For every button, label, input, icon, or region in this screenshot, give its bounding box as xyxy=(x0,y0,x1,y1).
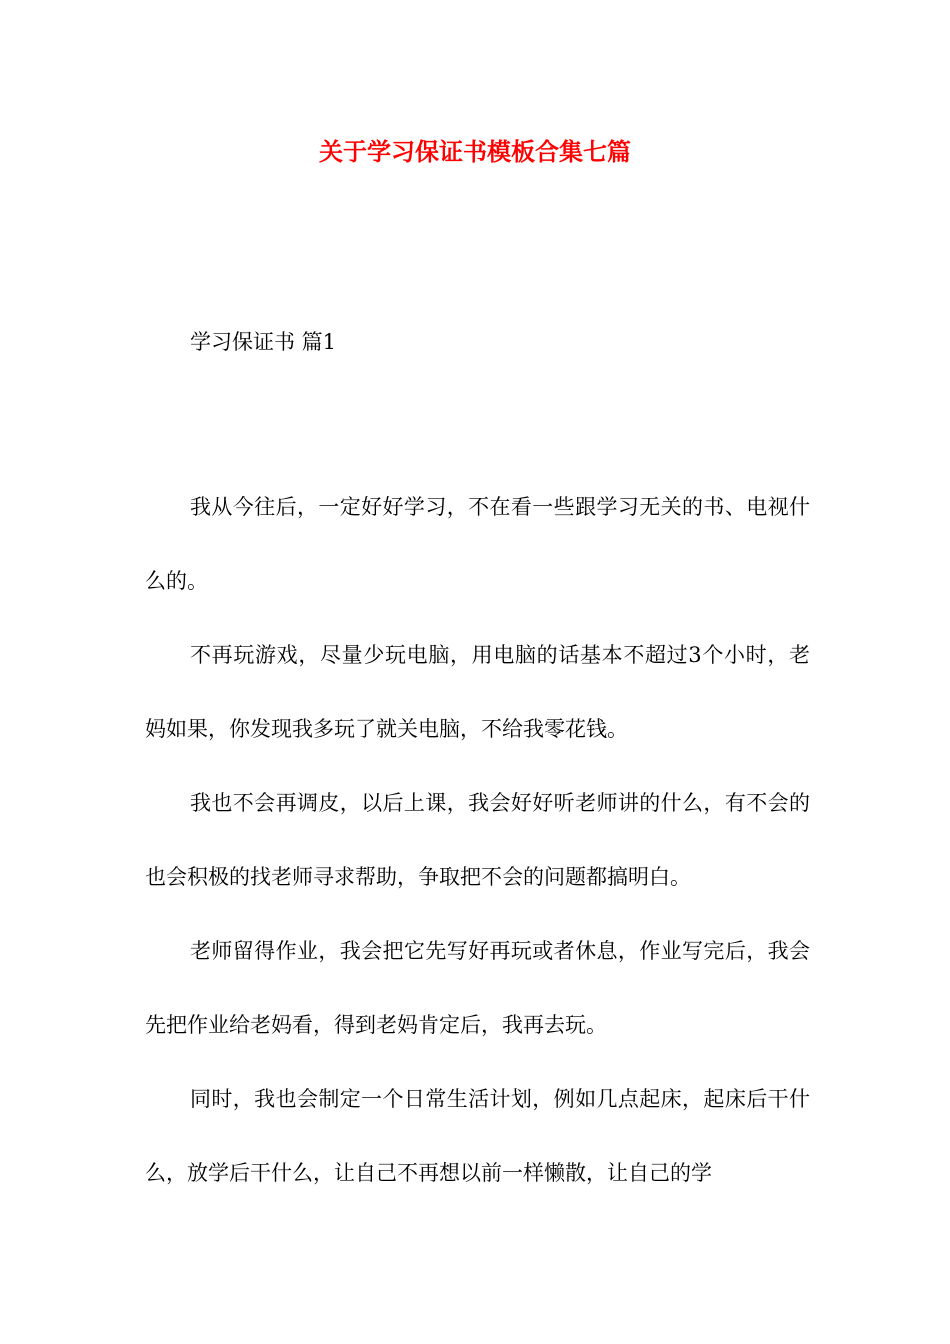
paragraph-3: 我也不会再调皮，以后上课，我会好好听老师讲的什么，有不会的也会积极的找老师寻求帮助，争取把不会的问题都搞明白。 xyxy=(145,791,810,889)
paragraph-5: 同时，我也会制定一个日常生活计划，例如几点起床，起床后干什么，放学后干什么，让自己不再想以前一样懒散，让自己的学 xyxy=(145,1087,810,1185)
paragraph-4: 老师留得作业，我会把它先写好再玩或者休息，作业写完后，我会先把作业给老妈看，得到老妈肯定后，我再去玩。 xyxy=(145,939,810,1037)
document-title: 关于学习保证书模板合集七篇 xyxy=(319,137,631,166)
paragraph-2: 不再玩游戏，尽量少玩电脑，用电脑的话基本不超过3个小时，老妈如果，你发现我多玩了就关电脑，不给我零花钱。 xyxy=(145,643,810,741)
paragraph-1: 我从今往后，一定好好学习，不在看一些跟学习无关的书、电视什么的。 xyxy=(145,495,810,593)
body-text xyxy=(145,470,810,1210)
section-heading: 学习保证书 篇1 xyxy=(190,330,337,354)
